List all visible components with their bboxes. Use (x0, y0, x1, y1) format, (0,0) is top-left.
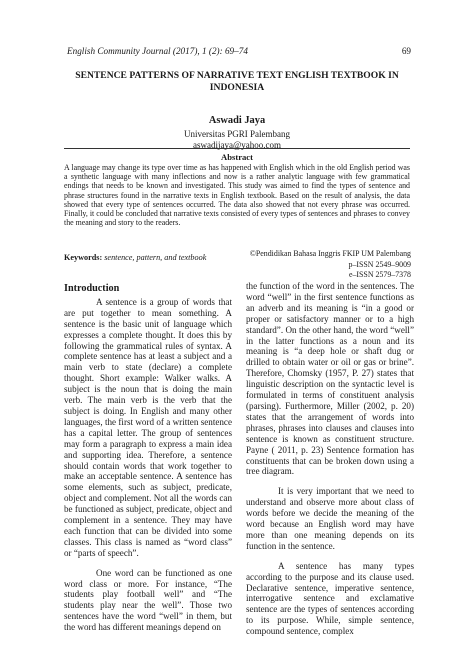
p-issn: p–ISSN 2549–9009 (348, 259, 411, 269)
e-issn: e–ISSN 2579–7378 (348, 270, 411, 279)
affiliation: Universitas PGRI Palembang (184, 129, 290, 139)
copyright-block (250, 249, 411, 281)
paragraph: the function of the word in the sentences. The word “well” in the first sentence functions as an adverb and its meaning is “in a good or proper or satisfactory manner or to a high standard”. On the other hand, the word “well” in the latter functions as a noun and its meaning is “a deep hole or shaft dug or drilled to obtain water or oil or gas or brine”. Therefore, Chomsky (1957, P. 27) states that linguistic description on the syntactic level is formulated in terms of constituent analysis (parsing). Furthermore, Miller (2002, p. 20) states that the arrangement of words into phrases, phrases into clauses and clauses into sentence is known as constituent structure. Payne ( 2011, p. 23) Sentence formation has constituents that can be broken down using a tree diagram. (246, 281, 414, 477)
copyright-line: ©Pendidikan Bahasa Inggris FKIP UM Palembang (249, 249, 411, 258)
author-email: aswadijaya@yahoo.com (192, 140, 281, 150)
keywords-label: Keywords: (64, 253, 103, 262)
running-head: English Community Journal (2017), 1 (2): 69–74 (67, 46, 248, 56)
section-heading-introduction: Introduction (64, 283, 120, 294)
keywords (64, 253, 206, 262)
abstract-section (64, 148, 410, 227)
abstract-heading: Abstract (221, 152, 253, 162)
author-name: Aswadi Jaya (208, 115, 266, 126)
paragraph: A sentence has many types according to the purpose and its clause used. Declarative sentence, imperative sentence, interrogative sentence and exclamative sentence are the types of sentences according to its purpose. While, simple sentence, compound sentence, complex (246, 560, 414, 637)
abstract-text: A language may change its type over time as has happened with English which in the old English period was a synthetic language with many inflections and now is a rather analytic language with few grammatical endings that needs to be known and investigated. This study was aimed to find the types of sentence and phrase structures found in the narrative texts in English textbook. Based on the result of analysis, the data showed that every type of sentences occurred. The data also showed that not every phrase was occurred. Finally, it could be concluded that narrative texts consisted of every types of sentences and phrases to convey the meaning and story to the readers. (64, 163, 410, 228)
page-number: 69 (401, 46, 411, 56)
keywords-value: sentence, pattern, and textbook (104, 253, 207, 262)
paragraph: One word can be functioned as one word class or more. For instance, “The students play football well” and “The students play near the well”. Those two sentences have the word “well” in them, but the word has different meanings depend on (64, 567, 232, 633)
paragraph: A sentence is a group of words that are put together to mean something. A sentence is the basic unit of language which expresses a complete thought. It does this by following the grammatical rules of syntax. A complete sentence has at least a subject and a main verb to state (declare) a complete thought. Short example: Walker walks. A subject is the noun that is doing the main verb. The main verb is the verb that the subject is doing. In English and many other languages, the first word of a written sentence has a capital letter. The group of sentences may form a paragraph to express a main idea and supporting idea. Therefore, a sentence should contain words that work together to make an acceptable sentence. A sentence has some elements, such as subject, predicate, object and complement. Not all the words can be functioned as subject, predicate, object and complement in a sentence. They may have each function that can be divided into some classes. This class is named as “word class” or “parts of speech”. (64, 296, 232, 558)
left-column (64, 284, 232, 642)
article-title: SENTENCE PATTERNS OF NARRATIVE TEXT ENGLISH TEXTBOOK IN INDONESIA (75, 70, 399, 93)
right-column (246, 281, 414, 646)
paragraph: It is very important that we need to understand and observe more about class of words before we decide the meaning of the word because an English word may have more than one meaning depends on its function in the sentence. (246, 486, 414, 551)
